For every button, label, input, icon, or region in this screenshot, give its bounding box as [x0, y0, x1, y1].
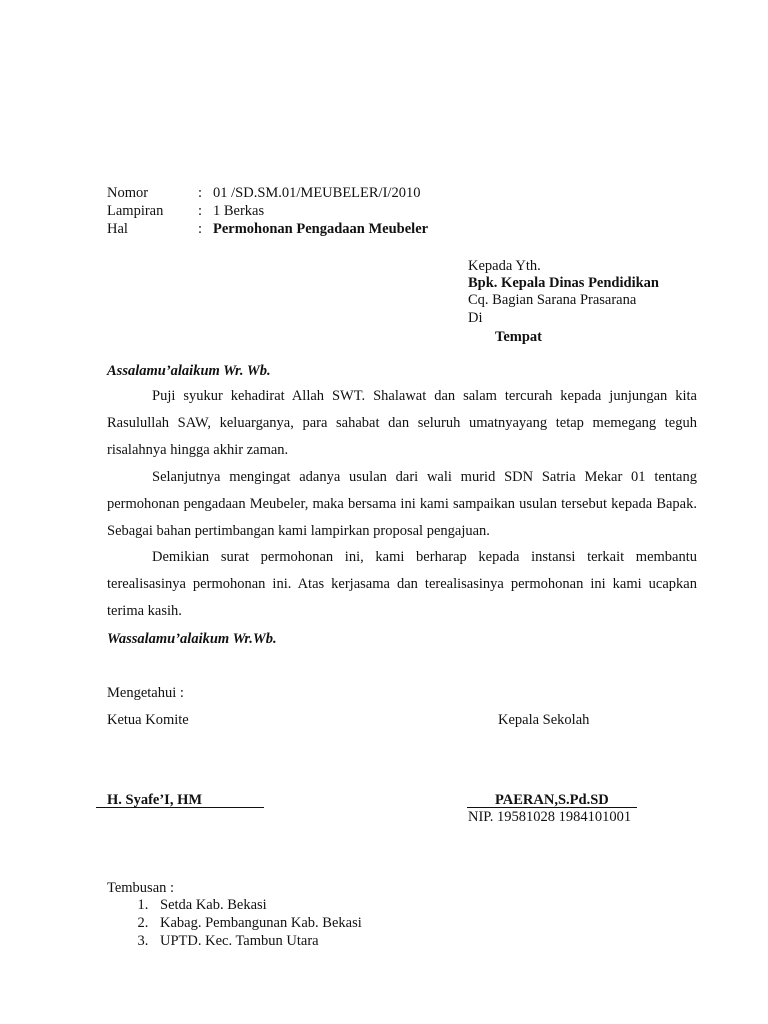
hal-colon: :: [198, 221, 203, 237]
recipient-line-2: Bpk. Kepala Dinas Pendidikan: [468, 275, 659, 291]
body-paragraph-3-text: Demikian surat permohonan ini, kami berharap kepada instansi terkait membantu terealisasinya permohonan ini. Atas kerjasama dan terealisasinya permohonan ini kami ucapkan terima kasih.: [107, 549, 697, 619]
right-signatory-name: PAERAN,S.Pd.SD: [495, 792, 609, 808]
body-paragraph-1-text: Puji syukur kehadirat Allah SWT. Shalawat dan salam tercurah kepada junjungan kita Rasulullah SAW, keluarganya, para sahabat dan seluruh umatnyayang tetap memegang teguh risalahnya hingga akhir zaman.: [107, 388, 697, 458]
cc-item: 3. UPTD. Kec. Tambun Utara: [152, 932, 362, 950]
body-paragraph-1: [107, 383, 697, 464]
nomor-colon: :: [198, 185, 203, 201]
recipient-line-4: Di: [468, 310, 483, 326]
body-paragraph-2-text: Selanjutnya mengingat adanya usulan dari wali murid SDN Satria Mekar 01 tentang permohonan pengadaan Meubeler, maka bersama ini kami sampaikan usulan tersebut kepada Bapak. Sebagai bahan pertimbangan kami lampirkan proposal pengajuan.: [107, 469, 697, 539]
left-signatory-title: Ketua Komite: [107, 712, 189, 728]
body-paragraph-3: [107, 544, 697, 625]
cc-label: Tembusan :: [107, 880, 175, 896]
cc-item: 2. Kabag. Pembangunan Kab. Bekasi: [152, 914, 362, 932]
hal-label: Hal: [107, 221, 128, 237]
cc-list: [108, 896, 362, 950]
left-signature-line: [96, 807, 264, 808]
recipient-line-3: Cq. Bagian Sarana Prasarana: [468, 292, 637, 308]
greeting: Assalamu’alaikum Wr. Wb.: [107, 363, 271, 379]
nomor-value: 01 /SD.SM.01/MEUBELER/I/2010: [213, 185, 421, 201]
nomor-label: Nomor: [107, 185, 149, 201]
right-signatory-nip: NIP. 19581028 1984101001: [468, 809, 632, 825]
hal-value: Permohonan Pengadaan Meubeler: [213, 221, 429, 237]
lampiran-value: 1 Berkas: [213, 203, 265, 219]
right-signatory-title: Kepala Sekolah: [498, 712, 590, 728]
acknowledged-label: Mengetahui :: [107, 685, 184, 701]
body-paragraph-2: [107, 464, 697, 545]
cc-item: 1. Setda Kab. Bekasi: [152, 896, 362, 914]
left-signatory-name: H. Syafe’I, HM: [107, 792, 203, 808]
recipient-line-1: Kepada Yth.: [468, 258, 541, 274]
lampiran-label: Lampiran: [107, 203, 164, 219]
recipient-line-5: Tempat: [495, 329, 542, 345]
closing: Wassalamu’alaikum Wr.Wb.: [107, 631, 277, 647]
lampiran-colon: :: [198, 203, 203, 219]
